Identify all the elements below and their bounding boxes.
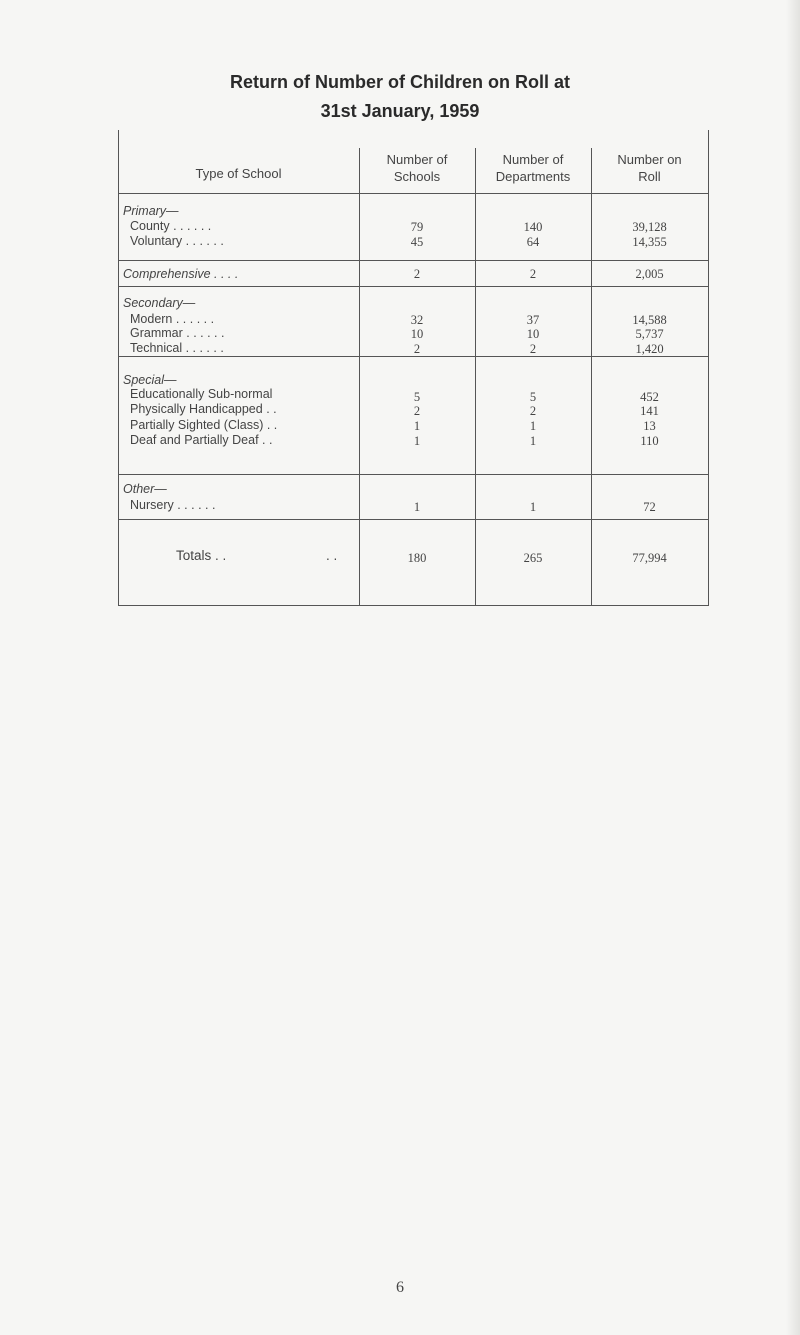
header-roll-line2: Roll	[638, 169, 661, 184]
cell-schools: 1	[413, 500, 421, 514]
cell-schools: 32	[410, 313, 424, 327]
row-label-grammar: Grammar . . . . . .	[130, 326, 225, 340]
header-schools-line2: Schools	[393, 169, 441, 184]
column-divider-1	[359, 148, 360, 606]
cell-schools: 2	[413, 342, 421, 356]
cell-schools: 79	[410, 220, 424, 234]
column-divider-3	[591, 148, 592, 606]
cell-schools: 10	[410, 327, 424, 341]
row-label-physically-handicapped: Physically Handicapped . .	[130, 402, 277, 416]
row-rule	[118, 356, 708, 357]
row-rule	[118, 474, 708, 475]
group-heading-secondary: Secondary—	[123, 296, 196, 310]
cell-departments: 2	[529, 404, 537, 418]
row-rule	[118, 286, 708, 287]
header-type: Type of School	[195, 166, 282, 181]
cell-departments: 10	[526, 327, 540, 341]
cell-departments: 64	[526, 235, 540, 249]
cell-roll: 5,737	[635, 327, 664, 341]
column-divider-2	[475, 148, 476, 606]
header-departments-line1: Number of	[502, 152, 564, 167]
header-roll-line1: Number on	[617, 152, 682, 167]
table-bottom-rule	[118, 605, 708, 606]
header-schools	[359, 151, 475, 185]
cell-departments: 1	[529, 500, 537, 514]
cell-schools: 5	[413, 390, 421, 404]
row-label-technical: Technical . . . . . .	[130, 341, 224, 355]
total-schools: 180	[407, 551, 427, 565]
cell-roll: 141	[640, 404, 659, 418]
cell-departments: 37	[526, 313, 540, 327]
cell-departments: 1	[529, 419, 537, 433]
cell-roll: 14,588	[632, 313, 667, 327]
row-rule	[118, 519, 708, 520]
row-label-nursery: Nursery . . . . . .	[130, 498, 216, 512]
row-label-voluntary: Voluntary . . . . . .	[130, 234, 224, 248]
totals-label: Totals . .	[176, 548, 227, 563]
roll-table	[118, 130, 708, 606]
cell-roll: 72	[643, 500, 656, 514]
cell-roll: 110	[640, 434, 659, 448]
header-roll	[591, 151, 708, 185]
cell-departments: 2	[529, 267, 537, 281]
header-rule	[118, 193, 708, 194]
cell-schools: 45	[410, 235, 424, 249]
row-label-educationally-sub-normal: Educationally Sub-normal	[130, 387, 273, 401]
cell-schools: 2	[413, 404, 421, 418]
page-number: 6	[396, 1279, 404, 1296]
cell-roll: 39,128	[632, 220, 667, 234]
cell-roll: 452	[640, 390, 659, 404]
total-departments: 265	[523, 551, 543, 565]
row-label-modern: Modern . . . . . .	[130, 312, 215, 326]
page-edge-shadow	[786, 0, 800, 1335]
cell-departments: 140	[523, 220, 543, 234]
cell-schools: 1	[413, 434, 421, 448]
row-rule	[118, 260, 708, 261]
cell-schools: 1	[413, 419, 421, 433]
table-border-right	[708, 130, 709, 606]
group-heading-other: Other—	[123, 482, 167, 496]
header-departments	[475, 151, 591, 185]
cell-roll: 2,005	[635, 267, 664, 281]
row-label-partially-sighted: Partially Sighted (Class) . .	[130, 418, 278, 432]
header-departments-line2: Departments	[495, 169, 571, 184]
totals-leader-dots: . .	[326, 548, 338, 563]
row-label-deaf: Deaf and Partially Deaf . .	[130, 433, 273, 447]
page-subtitle: 31st January, 1959	[320, 101, 480, 121]
header-schools-line1: Number of	[386, 152, 448, 167]
cell-departments: 1	[529, 434, 537, 448]
row-label-county: County . . . . . .	[130, 219, 212, 233]
cell-roll: 1,420	[635, 342, 664, 356]
cell-roll: 13	[643, 419, 656, 433]
group-heading-special: Special—	[123, 373, 177, 387]
group-heading-primary: Primary—	[123, 204, 179, 218]
total-roll: 77,994	[632, 551, 667, 565]
row-label-comprehensive: Comprehensive . . . .	[123, 267, 239, 281]
cell-schools: 2	[413, 267, 421, 281]
table-border-left	[118, 130, 119, 606]
page-title: Return of Number of Children on Roll at	[230, 72, 570, 92]
cell-departments: 2	[529, 342, 537, 356]
cell-roll: 14,355	[632, 235, 667, 249]
cell-departments: 5	[529, 390, 537, 404]
